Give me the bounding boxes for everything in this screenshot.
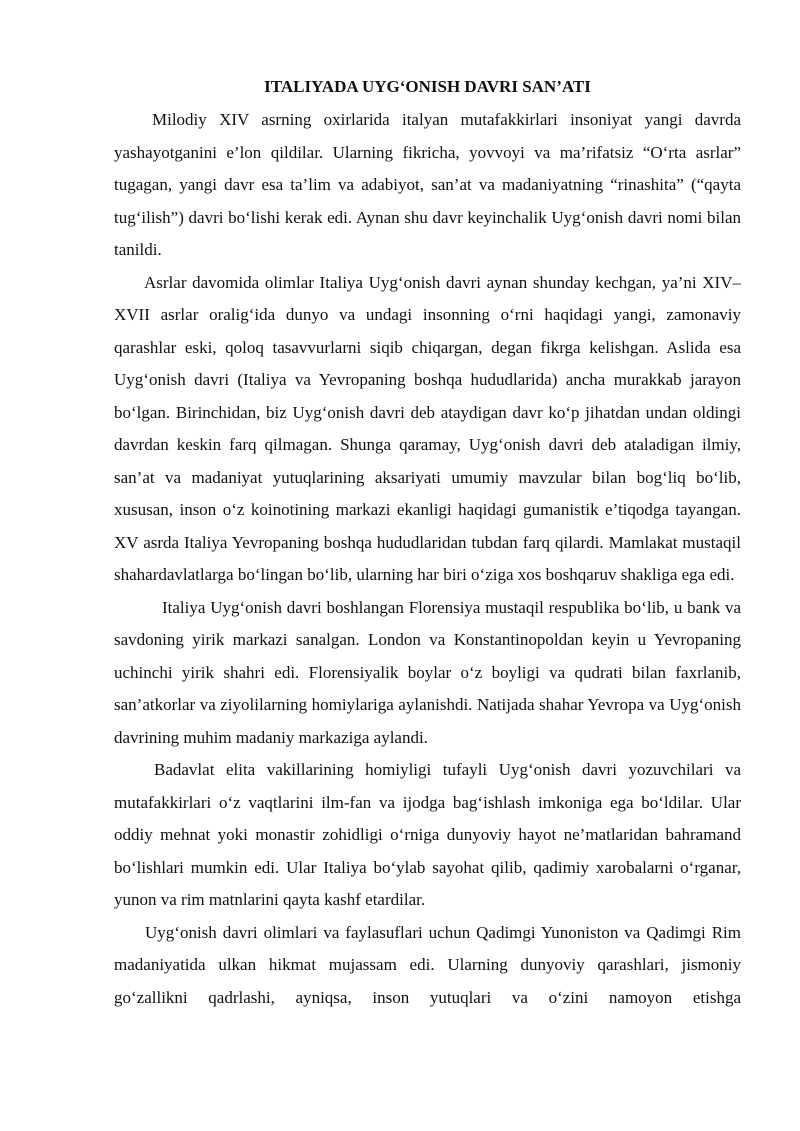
paragraph-1: Milodiy XIV asrning oxirlarida italyan mutafakkirlari insoniyat yangi davrda yashayotganini e’lon qildilar. Ularning fikricha, yovvoyi va ma’rifatsiz “O‘rta asrlar” tugagan, yangi davr esa ta’lim va adabiyot, san’at va madaniyatning “rinashita” (“qayta tug‘ilish”) davri bo‘lishi kerak edi. Aynan shu davr keyinchalik Uyg‘onish davri nomi bilan tanildi.: [114, 110, 741, 259]
paragraph-5: Uyg‘onish davri olimlari va faylasuflari uchun Qadimgi Yunoniston va Qadimgi Rim madaniyatida ulkan hikmat mujassam edi. Ularning dunyoviy qarashlari, jismoniy go‘zallikni qadrlashi, ayniqsa, inson yutuqlari va o‘zini namoyon etishga: [114, 922, 741, 1007]
paragraph-4: Badavlat elita vakillarining homiyligi tufayli Uyg‘onish davri yozuvchilari va mutafakkirlari o‘z vaqtlarini ilm-fan va ijodga bag‘ishlash imkoniga ega bo‘ldilar. Ular oddiy mehnat yoki monastir zohidligi o‘rniga dunyoviy hayot ne’matlaridan bahramand bo‘lishlari mumkin edi. Ular Italiya bo‘ylab sayohat qilib, qadimiy xarobalarni o‘rganar, yunon va rim matnlarini qayta kashf etardilar.: [114, 760, 741, 909]
document-page: [114, 76, 741, 1014]
document-title: ITALIYADA UYG‘ONISH DAVRI SAN’ATI: [264, 77, 591, 96]
paragraph-3: Italiya Uyg‘onish davri boshlangan Florensiya mustaqil respublika bo‘lib, u bank va savdoning yirik markazi sanalgan. London va Konstantinopoldan keyin u Yevropaning uchinchi yirik shahri edi. Florensiyalik boylar o‘z boyligi va qudrati bilan faxrlanib, san’atkorlar va ziyolilarning homiylariga aylanishdi. Natijada shahar Yevropa va Uyg‘onish davrining muhim madaniy markaziga aylandi.: [114, 597, 741, 747]
paragraph-2: Asrlar davomida olimlar Italiya Uyg‘onish davri aynan shunday kechgan, ya’ni XIV–XVII asrlar oralig‘ida dunyo va undagi insonning o‘rni haqidagi yangi, zamonaviy qarashlar eski, qoloq tasavvurlarni siqib chiqargan, degan fikrga kelishgan. Aslida esa Uyg‘onish davri (Italiya va Yevropaning boshqa hududlarida) ancha murakkab jarayon bo‘lgan. Birinchidan, biz Uyg‘onish davri deb ataydigan davr ko‘p jihatdan undan oldingi davrdan keskin farq qilmagan. Shunga qaramay, Uyg‘onish davri deb ataladigan ilmiy, san’at va madaniyat yutuqlarining aksariyati umumiy mavzular bilan bog‘liq bo‘lib, xususan, inson o‘z koinotining markazi ekanligi haqidagi gumanistik e’tiqodga tayangan. XV asrda Italiya Yevropaning boshqa hududlaridan tubdan farq qilardi. Mamlakat mustaqil shahardavlatlarga bo‘lingan bo‘lib, ularning har biri o‘ziga xos boshqaruv shakliga ega edi.: [114, 272, 741, 584]
